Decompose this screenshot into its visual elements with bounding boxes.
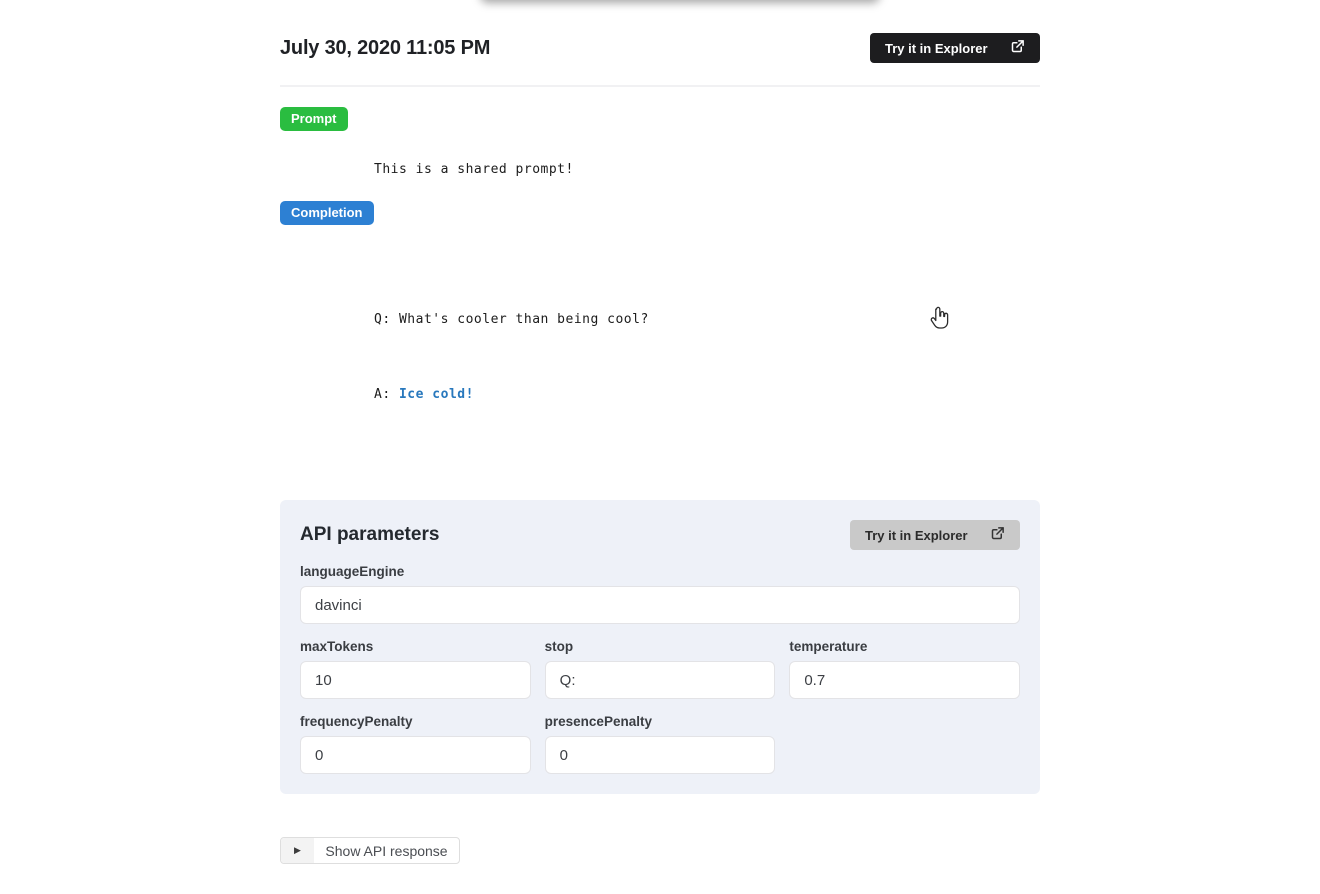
presence-penalty-label: presencePenalty — [544, 714, 652, 729]
stop-label: stop — [544, 639, 574, 654]
blank-line — [374, 232, 1040, 257]
language-engine-input[interactable] — [300, 586, 1020, 624]
completion-badge: Completion — [280, 201, 374, 225]
content-container — [280, 0, 1040, 864]
question-line: Q: What's cooler than being cool? — [374, 312, 649, 327]
max-tokens-label: maxTokens — [300, 639, 374, 654]
field-frequency-penalty — [300, 714, 531, 774]
page-title: July 30, 2020 11:05 PM — [280, 36, 491, 59]
try-it-in-explorer-card-button[interactable] — [850, 520, 1020, 550]
parameters-grid — [300, 564, 1020, 774]
field-language-engine — [300, 564, 1020, 624]
show-api-response-label: Show API response — [325, 842, 448, 859]
language-engine-label: languageEngine — [300, 564, 405, 579]
header-divider — [280, 85, 1040, 87]
prompt-line: This is a shared prompt! — [374, 162, 574, 177]
answer-line — [374, 382, 1040, 407]
field-temperature — [789, 639, 1020, 699]
try-explorer-label: Try it in Explorer — [885, 40, 988, 56]
frequency-penalty-input[interactable] — [300, 736, 531, 774]
show-api-response-toggle[interactable] — [280, 837, 460, 864]
prompt-badge: Prompt — [280, 107, 348, 131]
frequency-penalty-label: frequencyPenalty — [300, 714, 413, 729]
collapsed-caret-icon: ▶ — [281, 838, 314, 863]
page-header — [280, 0, 1040, 63]
completion-text: Ice cold! — [398, 387, 474, 402]
try-it-in-explorer-button[interactable] — [870, 33, 1040, 63]
external-link-icon — [1010, 39, 1025, 57]
field-stop — [545, 639, 776, 699]
answer-prefix: A: — [374, 387, 399, 402]
presence-penalty-input[interactable] — [545, 736, 776, 774]
prompt-text-block — [374, 107, 1040, 457]
api-parameters-title: API parameters — [300, 524, 440, 545]
field-max-tokens — [300, 639, 531, 699]
temperature-label: temperature — [789, 639, 868, 654]
api-parameters-header — [300, 520, 1020, 550]
api-parameters-card — [280, 500, 1040, 794]
stop-input[interactable] — [545, 661, 776, 699]
temperature-input[interactable] — [789, 661, 1020, 699]
prompt-completion-section — [280, 107, 1040, 457]
external-link-icon — [990, 526, 1005, 544]
try-explorer-card-label: Try it in Explorer — [865, 527, 968, 543]
field-presence-penalty — [545, 714, 776, 774]
max-tokens-input[interactable] — [300, 661, 531, 699]
